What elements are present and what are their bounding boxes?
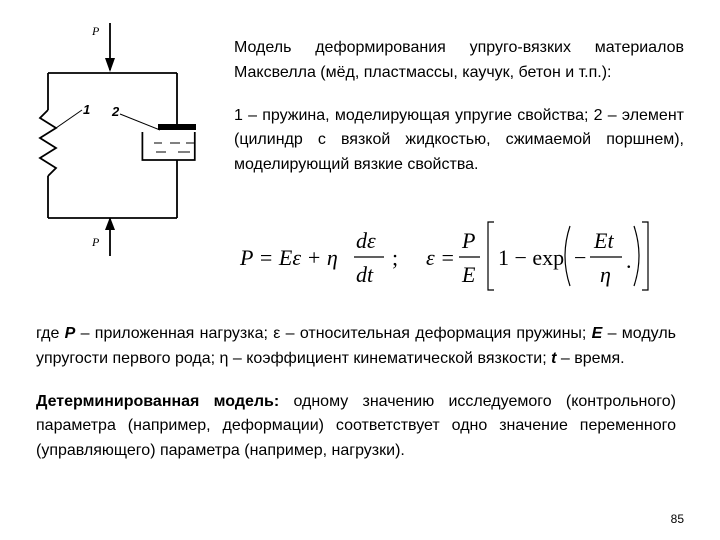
damper-cylinder [142, 132, 194, 160]
intro-description: 1 – пружина, моделирующая упругие свойства; 2 – элемент (цилиндр с вязкой жидкостью, сжимаемой поршнем), моделирующий вязкие свойства. [234, 106, 684, 174]
formula-left-sep: ; [392, 245, 399, 270]
intro-title: Модель деформирования упруго-вязких материалов Максвелла (мёд, пластмассы, каучук, бетон и т.п.): [234, 39, 684, 81]
maxwell-formula [230, 210, 670, 300]
formula-minus: − [574, 245, 587, 270]
formula-left-num: dε [356, 228, 376, 253]
var-P: P [64, 325, 76, 342]
top-force-arrowhead [105, 58, 115, 72]
var-E: E [591, 325, 603, 342]
formula-tail: . [626, 248, 632, 273]
spring [40, 110, 56, 176]
formula-right-lhs: ε = [426, 245, 456, 270]
var-t: t [551, 349, 557, 367]
deterministic-model-paragraph: Детерминированная модель: одному значению исследуемого (контрольного) параметра (например, деформации) соответствует одно значение переменного (управляющего) параметра (например, нагрузки). [36, 392, 676, 460]
spring-label: 1 [83, 102, 91, 117]
formula-right-num: P [462, 228, 476, 253]
body-text [36, 322, 676, 464]
bottom-force-label: P [92, 235, 100, 249]
bottom-force-arrowhead [105, 217, 115, 230]
formula-exp-den: η [600, 262, 611, 287]
formula-right-den: E [462, 262, 476, 287]
top-force-label: P [92, 24, 100, 38]
damper-piston [158, 124, 196, 130]
maxwell-model-diagram [30, 18, 200, 268]
formula-one-minus-exp: 1 − exp [498, 245, 565, 270]
definitions-paragraph: где P – приложенная нагрузка; ε – относительная деформация пружины; E – модуль упругости первого рода; η – коэффициент кинематической вязкости; t – время. [36, 325, 676, 367]
formula-left-den: dt [356, 262, 374, 287]
formula-exp-num: Et [594, 228, 614, 253]
formula-left-lhs: P = Eε + η [240, 245, 338, 270]
damper-label: 2 [112, 104, 120, 119]
page-number: 85 [670, 512, 684, 526]
deterministic-model-term: Детерминированная модель: [36, 392, 280, 410]
intro-text [234, 36, 684, 178]
